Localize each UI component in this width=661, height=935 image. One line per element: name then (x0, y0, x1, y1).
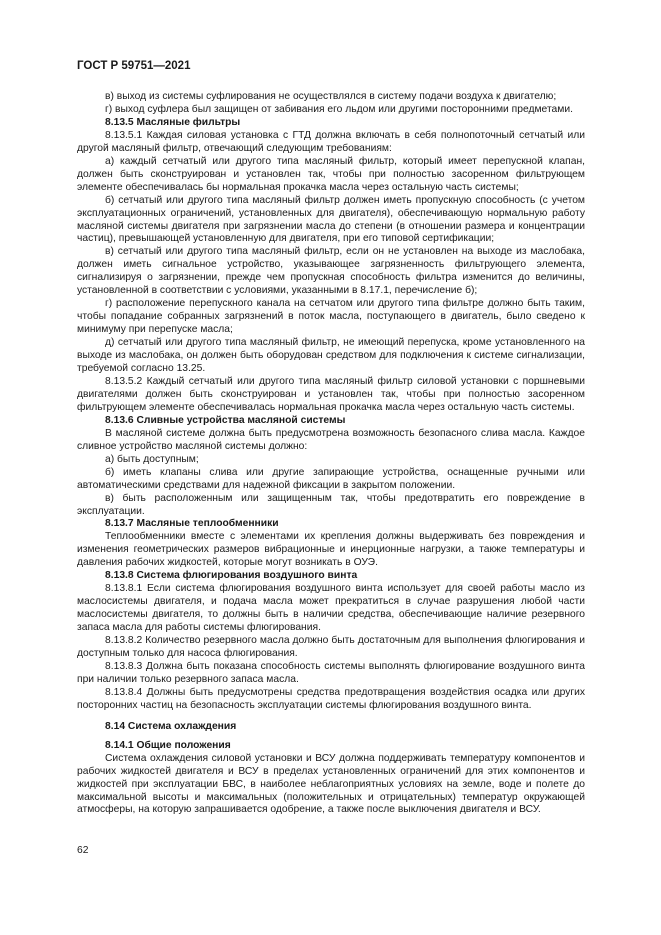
section-heading: 8.13.5 Масляные фильтры (105, 116, 241, 128)
paragraph: г) расположение перепускного канала на сетчатом или другого типа фильтре должно быть таким, чтобы попадание собранных загрязнений в поток масла, поступающего в двигатель, было сведено к минимуму при перепуске масла; (77, 298, 585, 336)
section-heading: 8.13.7 Масляные теплообменники (105, 518, 279, 530)
paragraph: В масляной системе должна быть предусмотрена возможность безопасного слива масла. Каждое сливное устройство масляной системы должно: (77, 427, 585, 452)
paragraph: а) быть доступным; (105, 453, 199, 465)
document-body (77, 91, 585, 817)
paragraph: б) сетчатый или другого типа масляный фильтр должен иметь пропускную способность (с учетом эксплуатационных ограничений, установленных для двигателя), обеспечивающую нормальную работу масляной системы двигателя при загрязнении масла до степени (в отношении размера и концентрации частиц), превышающей установленную для двигателя, при его типовой сертификации; (77, 194, 585, 245)
section-heading: 8.13.6 Сливные устройства масляной системы (105, 414, 346, 426)
paragraph: 8.13.8.4 Должны быть предусмотрены средства предотвращения воздействия осадка или других посторонних частиц на безопасность эксплуатации системы флюгирования воздушного винта. (77, 686, 585, 711)
paragraph: в) выход из системы суфлирования не осуществлялся в систему подачи воздуха к двигателю; (105, 91, 557, 102)
paragraph: Теплообменники вместе с элементами их крепления должны выдерживать без повреждения и изменения геометрических размеров вибрационные и инерционные нагрузки, а также температуры и давления рабочих жидкостей, которые могут возникать в ОУЭ. (77, 531, 585, 569)
paragraph: Система охлаждения силовой установки и ВСУ должна поддерживать температуру компонентов и рабочих жидкостей двигателя и ВСУ в пределах установленных ограничений для этих компонентов и жидкостей при эксплуатации БВС, в наиболее неблагоприятных условиях на земле, воде и полете до максимальной высоты и максимальных (положительных и отрицательных) температур окружающей атмосферы, на которую запрашивается одобрение, а также после выключения двигателя и ВСУ. (77, 752, 585, 816)
subsection-heading: 8.14.1 Общие положения (105, 739, 231, 751)
paragraph: г) выход суфлера был защищен от забивания его льдом или другими посторонними предметами. (105, 103, 573, 115)
paragraph: в) сетчатый или другого типа масляный фильтр, если он не установлен на выходе из маслобака, должен иметь сигнальное устройство, указывающее загрязненность фильтрующего элемента, сигнализируя о загрязнении, прежде чем пропускная способность фильтра изменится до величины, установленной в соответствии с условиями, указанными в 8.17.1, перечисление б); (77, 246, 585, 297)
paragraph: б) иметь клапаны слива или другие запирающие устройства, оснащенные ручными или автоматическими средствами для надежной фиксации в закрытом положении. (77, 466, 585, 491)
paragraph: 8.13.8.1 Если система флюгирования воздушного винта использует для своей работы масло из маслосистемы двигателя, и подача масла может прекратиться в случае разрушения любой части маслосистемы двигателя, то должны быть в наличии средства, обеспечивающие наличие резервного запаса масла для работы системы флюгирования. (77, 583, 585, 634)
paragraph: 8.13.8.2 Количество резервного масла должно быть достаточным для выполнения флюгирования и доступным только для насоса флюгирования. (77, 635, 585, 659)
document-header: ГОСТ Р 59751—2021 (77, 60, 191, 72)
paragraph: в) быть расположенным или защищенным так, чтобы предотвратить его повреждение в эксплуатации. (77, 492, 585, 517)
paragraph: а) каждый сетчатый или другого типа масляный фильтр, который имеет перепускной клапан, должен быть сконструирован и установлен так, чтобы при полностью засоренном фильтрующем элементе обеспечивалась бы нормальная прокачка масла через остальную часть системы; (77, 155, 585, 193)
paragraph: 8.13.5.1 Каждая силовая установка с ГТД должна включать в себя полнопоточный сетчатый или другой масляный фильтр, отвечающий следующим требованиям: (77, 129, 585, 154)
paragraph: 8.13.8.3 Должна быть показана способность системы выполнять флюгирование воздушного винта при наличии только резервного запаса масла. (77, 660, 585, 685)
page-number: 62 (77, 845, 89, 856)
section-heading: 8.14 Система охлаждения (105, 720, 237, 732)
paragraph: д) сетчатый или другого типа масляный фильтр, не имеющий перепуска, кроме установленного на выходе из маслобака, он должен быть оборудован средством для подключения к системе сигнализации, требуемой согласно 13.25. (77, 337, 585, 375)
section-heading: 8.13.8 Система флюгирования воздушного винта (105, 570, 358, 582)
paragraph: 8.13.5.2 Каждый сетчатый или другого типа масляный фильтр силовой установки с поршневыми двигателями должен быть сконструирован и установлен так, чтобы при полностью засоренном фильтрующем элементе обеспечивалась нормальная прокачка масла через остальную часть системы. (77, 375, 585, 413)
